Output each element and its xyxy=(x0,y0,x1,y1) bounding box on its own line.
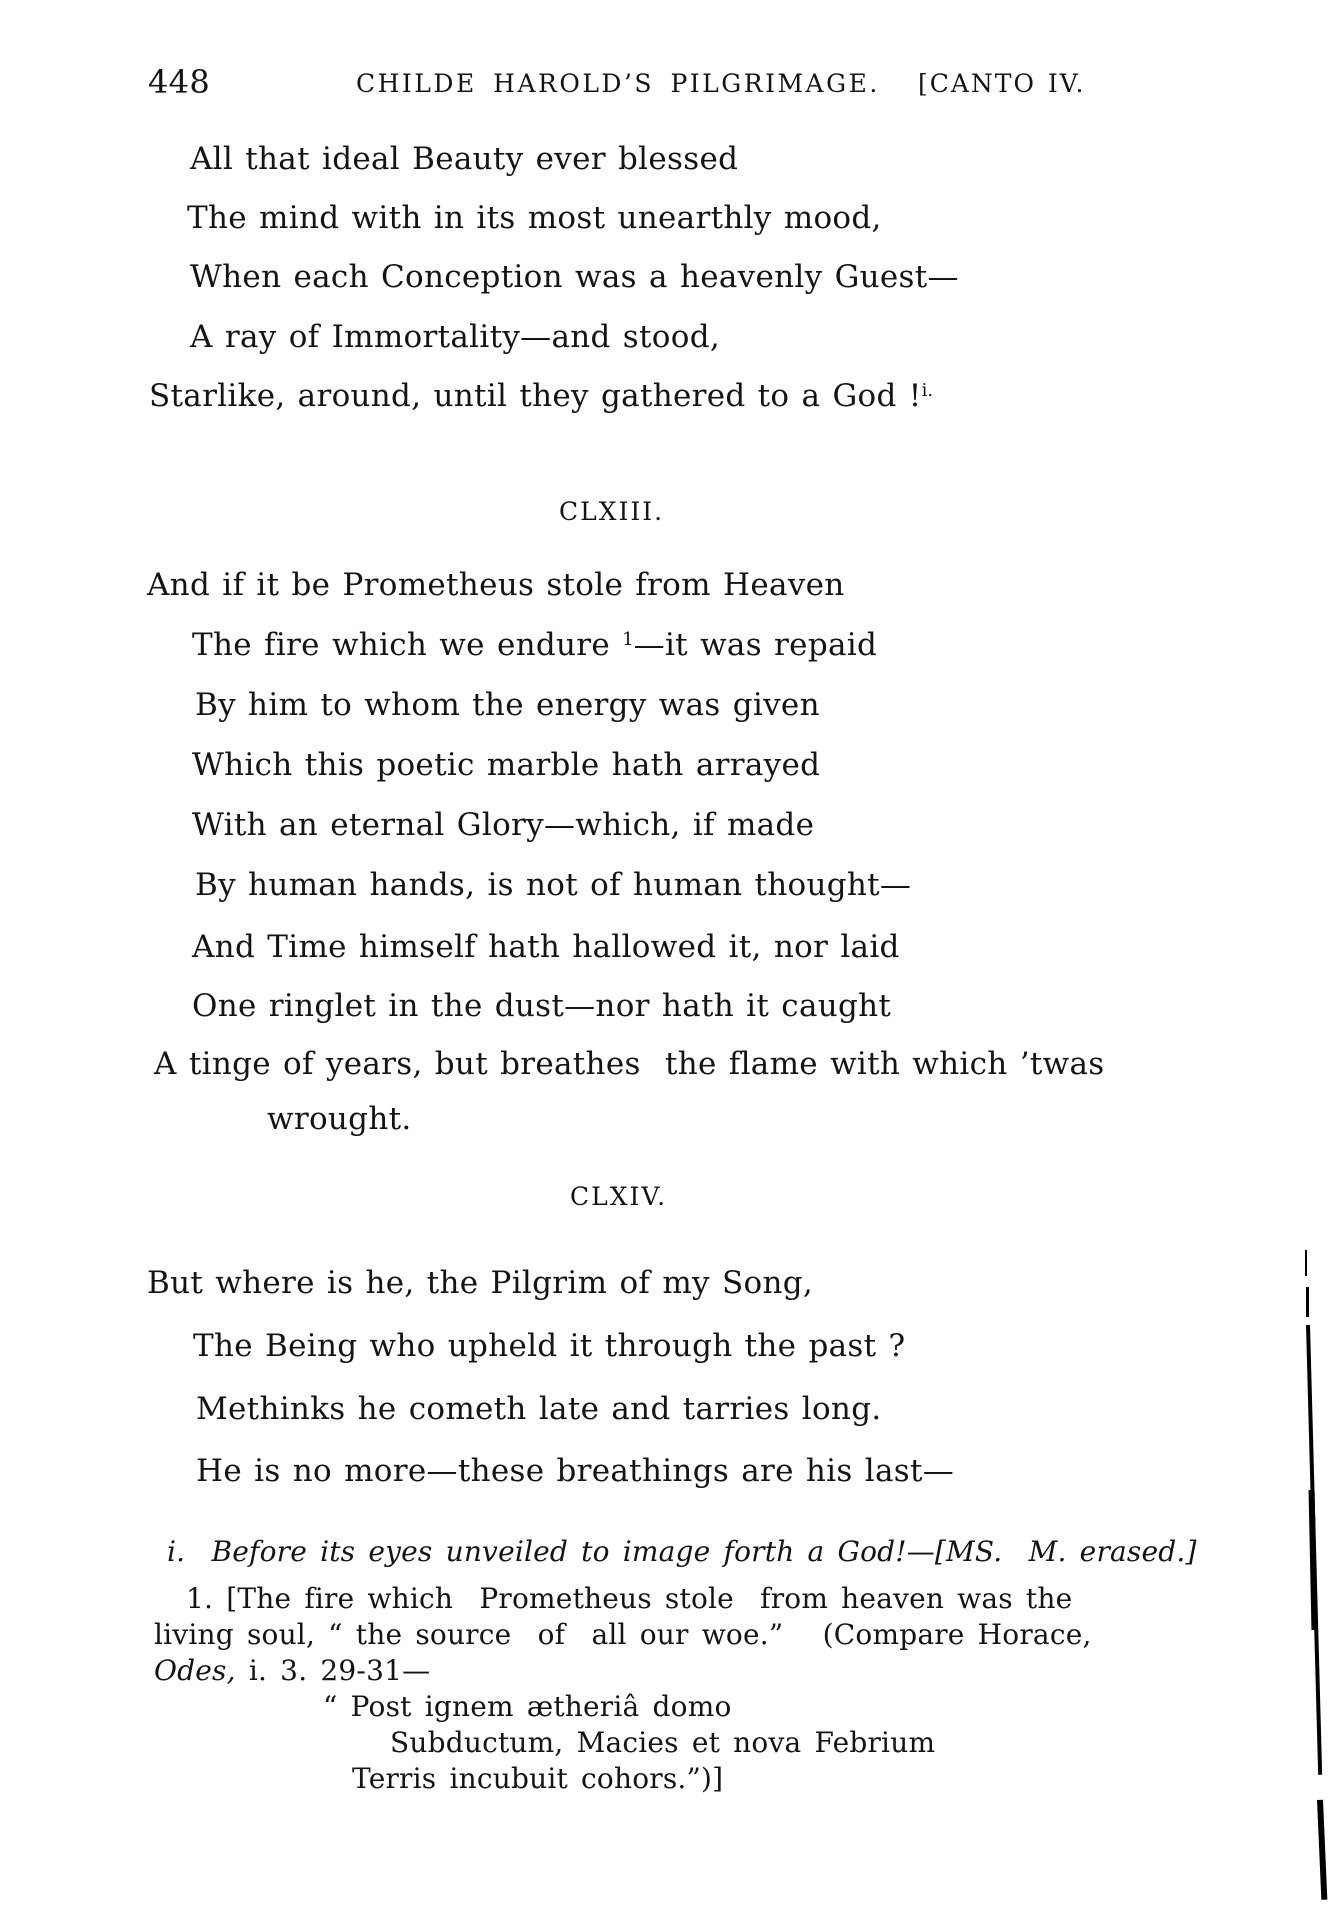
poem-line: But where is he, the Pilgrim of my Song, xyxy=(147,1265,814,1301)
poem-line: The mind with in its most unearthly mood, xyxy=(187,200,882,236)
footnote-variant-i: i. Before its eyes unveiled to image forth a God!—[MS. M. erased.] xyxy=(167,1535,1197,1568)
poem-line: The Being who upheld it through the past ? xyxy=(193,1328,906,1364)
footnote-ref-i: i. xyxy=(921,380,934,402)
canto-label: [CANTO IV. xyxy=(918,69,1086,98)
poem-line: By him to whom the energy was given xyxy=(195,687,820,723)
poem-line: Which this poetic marble hath arrayed xyxy=(192,747,821,783)
scan-artifact-dash xyxy=(1305,1250,1307,1276)
poem-line-text: Starlike, around, until they gathered to a God ! xyxy=(149,378,922,414)
poem-line: He is no more—these breathings are his last— xyxy=(196,1453,955,1489)
poem-line: And Time himself hath hallowed it, nor laid xyxy=(192,929,900,965)
stanza-heading: CLXIII. xyxy=(559,497,665,526)
poem-line: With an eternal Glory—which, if made xyxy=(192,807,815,843)
poem-line: One ringlet in the dust—nor hath it caught xyxy=(192,988,892,1024)
poem-line: wrought. xyxy=(267,1101,412,1137)
poem-line: When each Conception was a heavenly Guest— xyxy=(190,259,959,295)
latin-quote-line: “ Post ignem ætheriâ domo xyxy=(323,1690,732,1723)
work-title: Odes, xyxy=(154,1654,236,1687)
poem-line-text: —it was repaid xyxy=(633,627,878,663)
scan-artifact-dash xyxy=(1306,1287,1309,1317)
footnote-1-line: living soul, “ the source of all our woe.” (Compare Horace, xyxy=(154,1618,1092,1651)
running-title: CHILDE HAROLD’S PILGRIMAGE. xyxy=(356,69,880,98)
poem-line-text: The fire which we endure xyxy=(192,627,623,663)
latin-quote-line: Terris incubuit cohors.”)] xyxy=(352,1762,724,1795)
poem-line: Methinks he cometh late and tarries long. xyxy=(196,1391,882,1427)
footnote-1-line xyxy=(154,1654,431,1687)
scan-artifact-tail xyxy=(1317,1800,1327,1900)
latin-quote-line: Subductum, Macies et nova Febrium xyxy=(390,1726,936,1759)
footnote-1-line: 1. [The fire which Prometheus stole from heaven was the xyxy=(186,1582,1073,1615)
poem-line xyxy=(149,378,934,414)
poem-line: A ray of Immortality—and stood, xyxy=(190,319,720,355)
footnote-ref-1: 1 xyxy=(622,629,634,651)
poem-line: By human hands, is not of human thought— xyxy=(195,867,912,903)
page-number: 448 xyxy=(148,63,210,101)
poem-line: A tinge of years, but breathes the flame with which ’twas xyxy=(154,1046,1105,1082)
poem-line: And if it be Prometheus stole from Heaven xyxy=(147,567,845,603)
stanza-heading: CLXIV. xyxy=(570,1182,668,1211)
footnote-1-citation: i. 3. 29-31— xyxy=(235,1654,431,1687)
poem-line xyxy=(192,627,878,663)
poem-line: All that ideal Beauty ever blessed xyxy=(190,141,739,177)
